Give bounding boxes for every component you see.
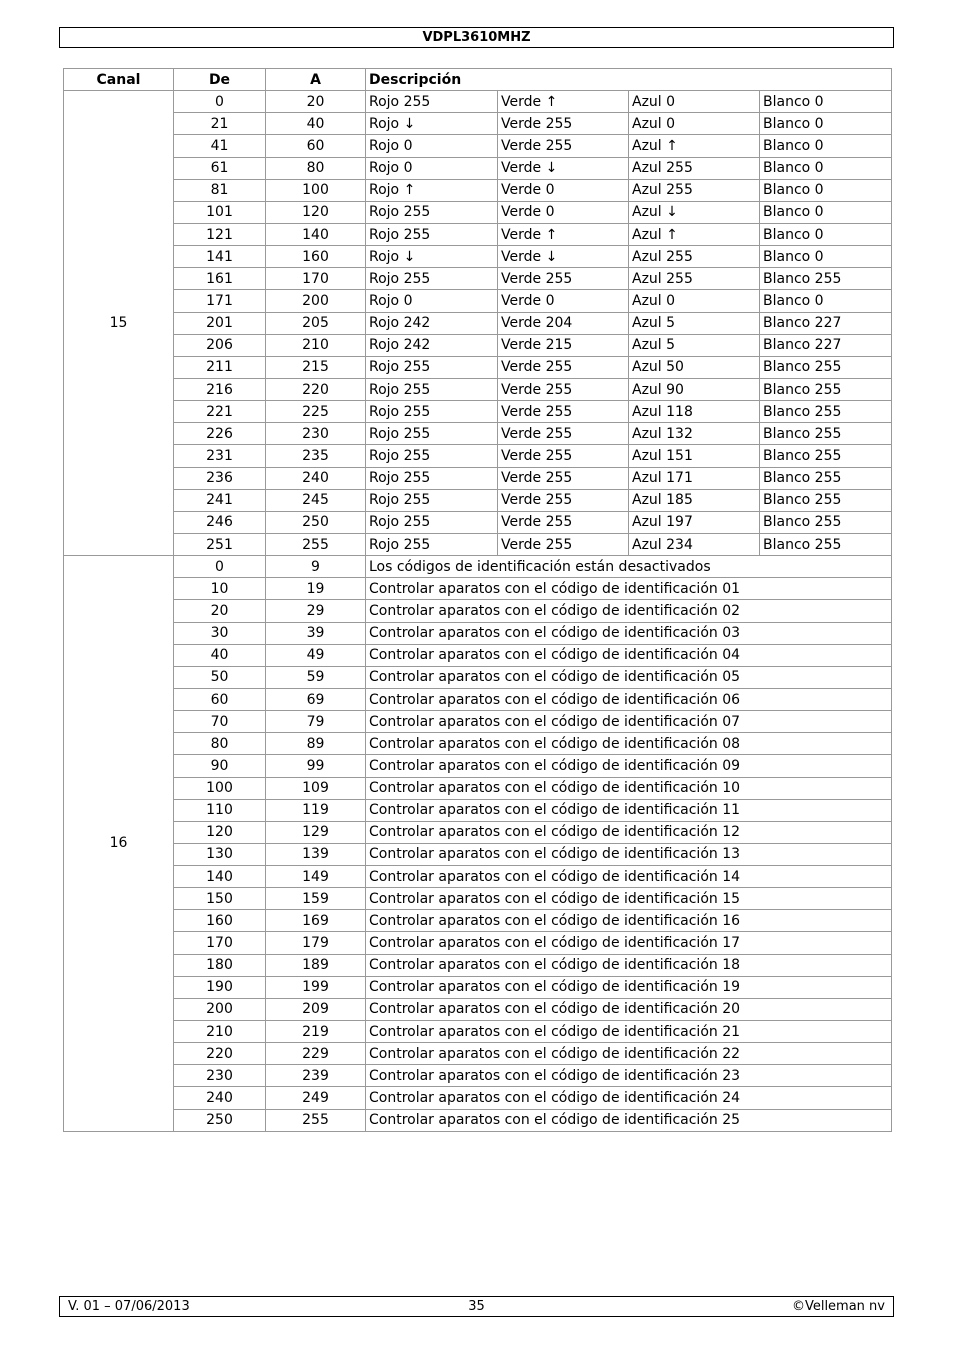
table-row <box>64 467 892 489</box>
de-cell: 216 <box>174 378 266 400</box>
blanco-cell: Blanco 0 <box>760 201 892 223</box>
description-cell: Controlar aparatos con el código de identificación 06 <box>366 688 892 710</box>
table-row <box>64 533 892 555</box>
footer-copyright: ©Velleman nv <box>791 1299 885 1314</box>
description-cell: Controlar aparatos con el código de identificación 21 <box>366 1021 892 1043</box>
de-cell: 150 <box>174 888 266 910</box>
table-header-row <box>64 69 892 91</box>
table-row <box>64 246 892 268</box>
table-row <box>64 843 892 865</box>
azul-cell: Azul 0 <box>629 91 760 113</box>
verde-cell: Verde 255 <box>498 533 629 555</box>
de-cell: 201 <box>174 312 266 334</box>
azul-cell: Azul ↑ <box>629 135 760 157</box>
a-cell: 189 <box>266 954 366 976</box>
verde-cell: Verde 0 <box>498 290 629 312</box>
a-cell: 139 <box>266 843 366 865</box>
column-header-canal: Canal <box>64 69 174 91</box>
table-row <box>64 688 892 710</box>
rojo-cell: Rojo 255 <box>366 489 498 511</box>
a-cell: 99 <box>266 755 366 777</box>
rojo-cell: Rojo 242 <box>366 334 498 356</box>
description-cell: Controlar aparatos con el código de identificación 05 <box>366 666 892 688</box>
a-cell: 129 <box>266 821 366 843</box>
table-row <box>64 600 892 622</box>
a-cell: 170 <box>266 268 366 290</box>
azul-cell: Azul 171 <box>629 467 760 489</box>
dmx-channel-table <box>63 68 892 1132</box>
a-cell: 210 <box>266 334 366 356</box>
table-row <box>64 334 892 356</box>
description-cell: Controlar aparatos con el código de identificación 11 <box>366 799 892 821</box>
table-row <box>64 179 892 201</box>
table-row <box>64 1087 892 1109</box>
rojo-cell: Rojo 255 <box>366 91 498 113</box>
blanco-cell: Blanco 0 <box>760 179 892 201</box>
a-cell: 149 <box>266 866 366 888</box>
rojo-cell: Rojo 255 <box>366 467 498 489</box>
verde-cell: Verde 255 <box>498 401 629 423</box>
footer-version: V. 01 – 07/06/2013 <box>68 1299 190 1314</box>
table-row <box>64 312 892 334</box>
a-cell: 49 <box>266 644 366 666</box>
verde-cell: Verde 255 <box>498 445 629 467</box>
de-cell: 171 <box>174 290 266 312</box>
azul-cell: Azul 90 <box>629 378 760 400</box>
de-cell: 100 <box>174 777 266 799</box>
table-row <box>64 157 892 179</box>
de-cell: 120 <box>174 821 266 843</box>
table-row <box>64 201 892 223</box>
document-footer <box>59 1296 894 1317</box>
a-cell: 230 <box>266 423 366 445</box>
table-row <box>64 666 892 688</box>
description-cell: Controlar aparatos con el código de identificación 04 <box>366 644 892 666</box>
table-row <box>64 777 892 799</box>
a-cell: 229 <box>266 1043 366 1065</box>
de-cell: 170 <box>174 932 266 954</box>
verde-cell: Verde 215 <box>498 334 629 356</box>
rojo-cell: Rojo 255 <box>366 378 498 400</box>
de-cell: 0 <box>174 556 266 578</box>
blanco-cell: Blanco 0 <box>760 223 892 245</box>
verde-cell: Verde 255 <box>498 135 629 157</box>
blanco-cell: Blanco 255 <box>760 356 892 378</box>
table-row <box>64 755 892 777</box>
a-cell: 89 <box>266 733 366 755</box>
table-row <box>64 954 892 976</box>
a-cell: 199 <box>266 976 366 998</box>
blanco-cell: Blanco 255 <box>760 489 892 511</box>
verde-cell: Verde ↓ <box>498 246 629 268</box>
table-row <box>64 489 892 511</box>
de-cell: 80 <box>174 733 266 755</box>
a-cell: 69 <box>266 688 366 710</box>
de-cell: 206 <box>174 334 266 356</box>
azul-cell: Azul 255 <box>629 157 760 179</box>
a-cell: 20 <box>266 91 366 113</box>
a-cell: 60 <box>266 135 366 157</box>
blanco-cell: Blanco 255 <box>760 401 892 423</box>
blanco-cell: Blanco 227 <box>760 334 892 356</box>
description-cell: Controlar aparatos con el código de identificación 15 <box>366 888 892 910</box>
rojo-cell: Rojo 255 <box>366 201 498 223</box>
a-cell: 250 <box>266 511 366 533</box>
footer-page-number: 35 <box>468 1299 485 1314</box>
blanco-cell: Blanco 255 <box>760 467 892 489</box>
table-row <box>64 733 892 755</box>
azul-cell: Azul 255 <box>629 268 760 290</box>
de-cell: 60 <box>174 688 266 710</box>
de-cell: 0 <box>174 91 266 113</box>
rojo-cell: Rojo 0 <box>366 135 498 157</box>
description-cell: Controlar aparatos con el código de identificación 18 <box>366 954 892 976</box>
a-cell: 255 <box>266 533 366 555</box>
de-cell: 10 <box>174 578 266 600</box>
de-cell: 161 <box>174 268 266 290</box>
de-cell: 81 <box>174 179 266 201</box>
a-cell: 59 <box>266 666 366 688</box>
verde-cell: Verde 255 <box>498 268 629 290</box>
blanco-cell: Blanco 255 <box>760 423 892 445</box>
azul-cell: Azul 234 <box>629 533 760 555</box>
rojo-cell: Rojo 255 <box>366 268 498 290</box>
rojo-cell: Rojo 255 <box>366 533 498 555</box>
table-row <box>64 378 892 400</box>
a-cell: 169 <box>266 910 366 932</box>
azul-cell: Azul ↑ <box>629 223 760 245</box>
a-cell: 9 <box>266 556 366 578</box>
blanco-cell: Blanco 255 <box>760 445 892 467</box>
a-cell: 40 <box>266 113 366 135</box>
a-cell: 225 <box>266 401 366 423</box>
azul-cell: Azul 50 <box>629 356 760 378</box>
rojo-cell: Rojo 242 <box>366 312 498 334</box>
de-cell: 41 <box>174 135 266 157</box>
table-row <box>64 556 892 578</box>
a-cell: 235 <box>266 445 366 467</box>
description-cell: Controlar aparatos con el código de identificación 01 <box>366 578 892 600</box>
a-cell: 119 <box>266 799 366 821</box>
description-cell: Controlar aparatos con el código de identificación 17 <box>366 932 892 954</box>
description-cell: Controlar aparatos con el código de identificación 03 <box>366 622 892 644</box>
table-row <box>64 356 892 378</box>
a-cell: 109 <box>266 777 366 799</box>
table-row <box>64 622 892 644</box>
a-cell: 245 <box>266 489 366 511</box>
table-row <box>64 1043 892 1065</box>
verde-cell: Verde ↑ <box>498 91 629 113</box>
blanco-cell: Blanco 255 <box>760 268 892 290</box>
header-title: VDPL3610MHZ <box>422 30 531 45</box>
description-cell: Controlar aparatos con el código de identificación 16 <box>366 910 892 932</box>
table-row <box>64 578 892 600</box>
description-cell: Controlar aparatos con el código de identificación 23 <box>366 1065 892 1087</box>
description-cell: Controlar aparatos con el código de identificación 02 <box>366 600 892 622</box>
description-cell: Controlar aparatos con el código de identificación 19 <box>366 976 892 998</box>
azul-cell: Azul ↓ <box>629 201 760 223</box>
de-cell: 140 <box>174 866 266 888</box>
table-row <box>64 998 892 1020</box>
table-row <box>64 401 892 423</box>
verde-cell: Verde ↓ <box>498 157 629 179</box>
blanco-cell: Blanco 0 <box>760 157 892 179</box>
table-row <box>64 135 892 157</box>
de-cell: 30 <box>174 622 266 644</box>
description-cell: Controlar aparatos con el código de identificación 14 <box>366 866 892 888</box>
column-header-de: De <box>174 69 266 91</box>
de-cell: 230 <box>174 1065 266 1087</box>
blanco-cell: Blanco 255 <box>760 511 892 533</box>
channel-cell: 16 <box>64 556 174 1132</box>
a-cell: 209 <box>266 998 366 1020</box>
azul-cell: Azul 185 <box>629 489 760 511</box>
table-row <box>64 1109 892 1131</box>
verde-cell: Verde 0 <box>498 201 629 223</box>
table-row <box>64 866 892 888</box>
description-cell: Controlar aparatos con el código de identificación 25 <box>366 1109 892 1131</box>
a-cell: 249 <box>266 1087 366 1109</box>
de-cell: 220 <box>174 1043 266 1065</box>
de-cell: 231 <box>174 445 266 467</box>
de-cell: 50 <box>174 666 266 688</box>
table-row <box>64 910 892 932</box>
a-cell: 120 <box>266 201 366 223</box>
a-cell: 39 <box>266 622 366 644</box>
rojo-cell: Rojo 255 <box>366 445 498 467</box>
blanco-cell: Blanco 0 <box>760 91 892 113</box>
verde-cell: Verde 255 <box>498 423 629 445</box>
blanco-cell: Blanco 0 <box>760 290 892 312</box>
verde-cell: Verde ↑ <box>498 223 629 245</box>
rojo-cell: Rojo ↓ <box>366 246 498 268</box>
blanco-cell: Blanco 0 <box>760 113 892 135</box>
a-cell: 79 <box>266 711 366 733</box>
a-cell: 240 <box>266 467 366 489</box>
channel-15-group <box>64 91 892 556</box>
table-row <box>64 976 892 998</box>
de-cell: 101 <box>174 201 266 223</box>
verde-cell: Verde 204 <box>498 312 629 334</box>
verde-cell: Verde 255 <box>498 511 629 533</box>
table-row <box>64 223 892 245</box>
rojo-cell: Rojo ↓ <box>366 113 498 135</box>
azul-cell: Azul 151 <box>629 445 760 467</box>
de-cell: 21 <box>174 113 266 135</box>
column-header-a: A <box>266 69 366 91</box>
a-cell: 220 <box>266 378 366 400</box>
de-cell: 226 <box>174 423 266 445</box>
table-row <box>64 268 892 290</box>
a-cell: 179 <box>266 932 366 954</box>
verde-cell: Verde 255 <box>498 356 629 378</box>
a-cell: 140 <box>266 223 366 245</box>
rojo-cell: Rojo 255 <box>366 356 498 378</box>
de-cell: 190 <box>174 976 266 998</box>
de-cell: 160 <box>174 910 266 932</box>
de-cell: 20 <box>174 600 266 622</box>
table-row <box>64 511 892 533</box>
table-row <box>64 423 892 445</box>
table-row <box>64 821 892 843</box>
description-cell: Controlar aparatos con el código de identificación 22 <box>366 1043 892 1065</box>
description-cell: Controlar aparatos con el código de identificación 10 <box>366 777 892 799</box>
blanco-cell: Blanco 0 <box>760 135 892 157</box>
rojo-cell: Rojo 255 <box>366 401 498 423</box>
description-cell: Controlar aparatos con el código de identificación 09 <box>366 755 892 777</box>
a-cell: 239 <box>266 1065 366 1087</box>
azul-cell: Azul 0 <box>629 290 760 312</box>
a-cell: 215 <box>266 356 366 378</box>
azul-cell: Azul 255 <box>629 246 760 268</box>
table-row <box>64 113 892 135</box>
a-cell: 255 <box>266 1109 366 1131</box>
description-cell: Controlar aparatos con el código de identificación 12 <box>366 821 892 843</box>
verde-cell: Verde 255 <box>498 467 629 489</box>
description-cell: Los códigos de identificación están desactivados <box>366 556 892 578</box>
rojo-cell: Rojo 0 <box>366 157 498 179</box>
description-cell: Controlar aparatos con el código de identificación 07 <box>366 711 892 733</box>
document-header <box>59 27 894 48</box>
table-row <box>64 711 892 733</box>
description-cell: Controlar aparatos con el código de identificación 20 <box>366 998 892 1020</box>
table-row <box>64 932 892 954</box>
de-cell: 221 <box>174 401 266 423</box>
azul-cell: Azul 255 <box>629 179 760 201</box>
blanco-cell: Blanco 255 <box>760 378 892 400</box>
de-cell: 250 <box>174 1109 266 1131</box>
de-cell: 180 <box>174 954 266 976</box>
azul-cell: Azul 0 <box>629 113 760 135</box>
table-row <box>64 644 892 666</box>
verde-cell: Verde 0 <box>498 179 629 201</box>
de-cell: 70 <box>174 711 266 733</box>
table-row <box>64 1021 892 1043</box>
a-cell: 100 <box>266 179 366 201</box>
de-cell: 90 <box>174 755 266 777</box>
table-row <box>64 445 892 467</box>
a-cell: 159 <box>266 888 366 910</box>
azul-cell: Azul 118 <box>629 401 760 423</box>
de-cell: 121 <box>174 223 266 245</box>
de-cell: 211 <box>174 356 266 378</box>
rojo-cell: Rojo 255 <box>366 423 498 445</box>
de-cell: 210 <box>174 1021 266 1043</box>
description-cell: Controlar aparatos con el código de identificación 13 <box>366 843 892 865</box>
table-row <box>64 799 892 821</box>
a-cell: 200 <box>266 290 366 312</box>
verde-cell: Verde 255 <box>498 489 629 511</box>
de-cell: 61 <box>174 157 266 179</box>
a-cell: 219 <box>266 1021 366 1043</box>
a-cell: 205 <box>266 312 366 334</box>
de-cell: 246 <box>174 511 266 533</box>
azul-cell: Azul 197 <box>629 511 760 533</box>
rojo-cell: Rojo 255 <box>366 511 498 533</box>
azul-cell: Azul 5 <box>629 312 760 334</box>
a-cell: 160 <box>266 246 366 268</box>
verde-cell: Verde 255 <box>498 378 629 400</box>
blanco-cell: Blanco 227 <box>760 312 892 334</box>
description-cell: Controlar aparatos con el código de identificación 24 <box>366 1087 892 1109</box>
de-cell: 40 <box>174 644 266 666</box>
de-cell: 251 <box>174 533 266 555</box>
de-cell: 141 <box>174 246 266 268</box>
channel-16-group <box>64 556 892 1132</box>
channel-cell: 15 <box>64 91 174 556</box>
table-row <box>64 290 892 312</box>
de-cell: 236 <box>174 467 266 489</box>
rojo-cell: Rojo 255 <box>366 223 498 245</box>
verde-cell: Verde 255 <box>498 113 629 135</box>
de-cell: 240 <box>174 1087 266 1109</box>
rojo-cell: Rojo ↑ <box>366 179 498 201</box>
blanco-cell: Blanco 255 <box>760 533 892 555</box>
table-row <box>64 1065 892 1087</box>
azul-cell: Azul 132 <box>629 423 760 445</box>
a-cell: 80 <box>266 157 366 179</box>
table-row <box>64 888 892 910</box>
azul-cell: Azul 5 <box>629 334 760 356</box>
a-cell: 29 <box>266 600 366 622</box>
de-cell: 241 <box>174 489 266 511</box>
table-row <box>64 91 892 113</box>
a-cell: 19 <box>266 578 366 600</box>
column-header-descripcion: Descripción <box>366 69 892 91</box>
de-cell: 130 <box>174 843 266 865</box>
description-cell: Controlar aparatos con el código de identificación 08 <box>366 733 892 755</box>
de-cell: 110 <box>174 799 266 821</box>
de-cell: 200 <box>174 998 266 1020</box>
rojo-cell: Rojo 0 <box>366 290 498 312</box>
blanco-cell: Blanco 0 <box>760 246 892 268</box>
